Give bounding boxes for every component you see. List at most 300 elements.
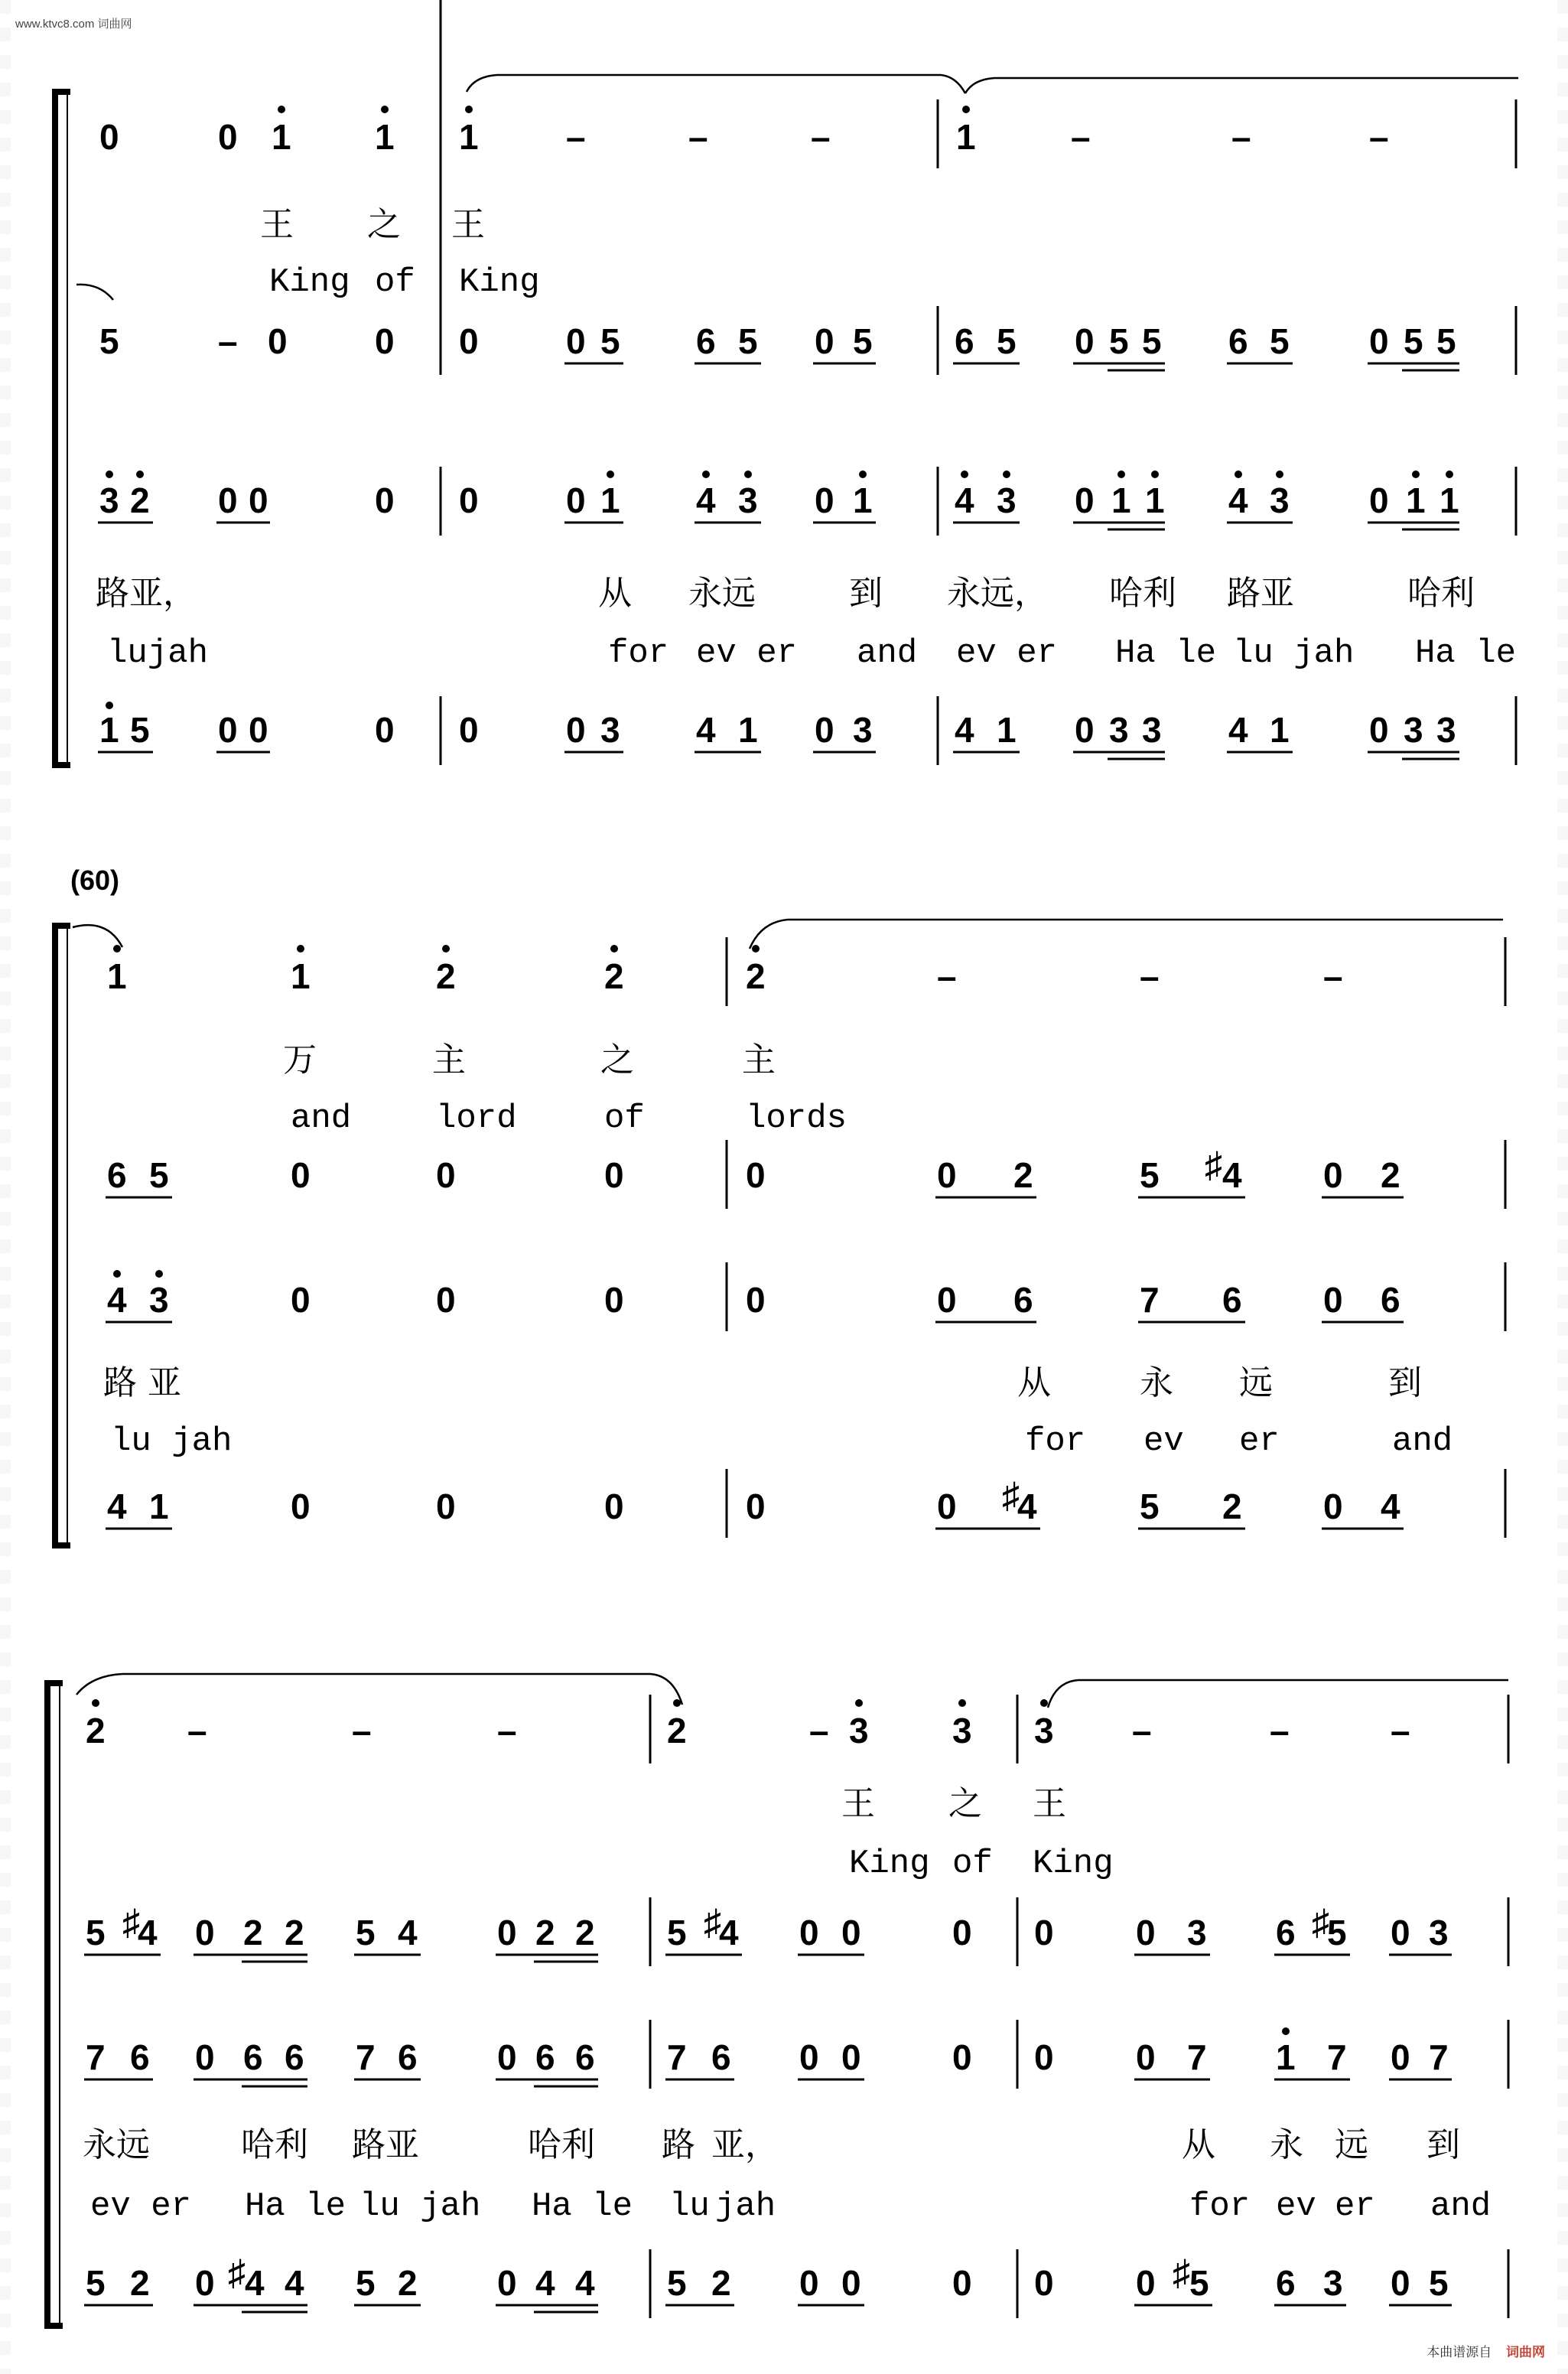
svg-text:5: 5 — [86, 2263, 106, 2303]
soprano-line — [107, 956, 1343, 996]
sharp-sign: ♯ — [1002, 1475, 1020, 1515]
svg-text:♯: ♯ — [704, 1902, 721, 1942]
svg-text:0: 0 — [459, 480, 479, 520]
svg-text:1: 1 — [1406, 480, 1426, 520]
svg-text:2: 2 — [575, 1913, 595, 1952]
svg-text:4: 4 — [575, 2263, 595, 2303]
lyric-en: King — [459, 263, 540, 301]
svg-text:0: 0 — [566, 321, 586, 361]
svg-text:0: 0 — [195, 2263, 215, 2303]
svg-text:0: 0 — [1323, 1280, 1343, 1320]
lyric-en: ev er — [90, 2187, 192, 2226]
lyric-cn: 从 — [1182, 2125, 1215, 2164]
bass-line — [86, 2263, 1449, 2303]
lyric-cn: 到 — [1426, 2125, 1460, 2164]
svg-text:5: 5 — [997, 321, 1017, 361]
svg-text:1: 1 — [1276, 2037, 1296, 2077]
svg-text:6: 6 — [955, 321, 974, 361]
svg-text:6: 6 — [1228, 321, 1248, 361]
barlines — [650, 1695, 1508, 2318]
svg-text:0: 0 — [799, 2263, 819, 2303]
tenor-line — [99, 480, 1459, 520]
tie — [76, 1674, 682, 1705]
svg-text:4: 4 — [719, 1913, 739, 1952]
source-label: 本曲谱源自 — [1426, 2345, 1492, 2359]
lyric-en: Ha le — [532, 2187, 633, 2226]
svg-text:0: 0 — [1034, 2263, 1054, 2303]
lyric-en: and — [857, 634, 918, 672]
measure-number: (60) — [70, 865, 120, 896]
soprano-line — [86, 1711, 1410, 1750]
svg-text:4: 4 — [1381, 1487, 1400, 1526]
lyric-cn: 远 — [1239, 1363, 1273, 1402]
svg-text:0: 0 — [799, 1913, 819, 1952]
lyric-cn: 主 — [432, 1040, 466, 1080]
svg-text:0: 0 — [497, 1913, 517, 1952]
lyric-cn: 哈利 — [528, 2125, 595, 2164]
lyric-en: for — [1025, 1422, 1086, 1461]
svg-text:1: 1 — [1270, 710, 1290, 750]
svg-text:6: 6 — [696, 321, 716, 361]
svg-text:5: 5 — [356, 1913, 376, 1952]
svg-text:♯: ♯ — [1173, 2252, 1190, 2292]
svg-text:3: 3 — [1404, 710, 1423, 750]
svg-text:1: 1 — [272, 117, 291, 157]
svg-text:–: – — [1391, 1711, 1410, 1750]
svg-text:0: 0 — [799, 2037, 819, 2077]
lyric-en: King — [1033, 1845, 1114, 1883]
svg-text:4: 4 — [1017, 1487, 1037, 1526]
system-2 — [55, 920, 1505, 1545]
lyric-en: ev er — [696, 634, 798, 672]
octave-dots — [92, 1699, 1048, 1707]
svg-text:0: 0 — [459, 321, 479, 361]
underlines — [84, 2079, 1452, 2086]
svg-text:6: 6 — [285, 2037, 304, 2077]
svg-text:4: 4 — [398, 1913, 418, 1952]
underlines — [84, 1955, 1452, 1962]
svg-text:5: 5 — [667, 2263, 687, 2303]
svg-text:0: 0 — [291, 1280, 311, 1320]
svg-text:1: 1 — [291, 956, 311, 996]
svg-text:4: 4 — [955, 480, 974, 520]
svg-text:3: 3 — [1323, 2263, 1343, 2303]
svg-text:–: – — [688, 117, 708, 157]
svg-text:5: 5 — [667, 1913, 687, 1952]
svg-text:–: – — [1132, 1711, 1152, 1750]
svg-text:7: 7 — [1187, 2037, 1207, 2077]
svg-text:2: 2 — [711, 2263, 731, 2303]
svg-text:4: 4 — [1222, 1155, 1242, 1195]
svg-text:0: 0 — [1136, 2037, 1156, 2077]
lyric-cn: 之 — [948, 1784, 982, 1823]
svg-text:0: 0 — [952, 1913, 972, 1952]
lyric-cn: 到 — [1388, 1363, 1422, 1402]
svg-text:0: 0 — [1075, 321, 1095, 361]
svg-text:6: 6 — [1276, 2263, 1296, 2303]
svg-text:0: 0 — [746, 1280, 766, 1320]
svg-text:5: 5 — [356, 2263, 376, 2303]
lyric-en: lord — [436, 1099, 517, 1138]
underlines — [98, 523, 1459, 529]
svg-text:3: 3 — [149, 1280, 169, 1320]
lyric-en: lu jah — [359, 2187, 481, 2226]
lyric-cn: 远 — [1335, 2125, 1368, 2164]
svg-text:2: 2 — [398, 2263, 418, 2303]
octave-dots — [278, 106, 970, 113]
svg-text:0: 0 — [952, 2263, 972, 2303]
lyric-cn: 从 — [1017, 1363, 1051, 1402]
svg-text:0: 0 — [604, 1487, 624, 1526]
svg-text:0: 0 — [249, 710, 268, 750]
svg-text:7: 7 — [667, 2037, 687, 2077]
svg-text:0: 0 — [497, 2263, 517, 2303]
svg-text:–: – — [809, 1711, 829, 1750]
svg-text:2: 2 — [285, 1913, 304, 1952]
svg-text:0: 0 — [1369, 710, 1389, 750]
svg-text:0: 0 — [1323, 1487, 1343, 1526]
lyric-en: ev — [1276, 2187, 1316, 2226]
tenor-line — [86, 2037, 1449, 2077]
svg-text:–: – — [352, 1711, 372, 1750]
underlines — [564, 363, 1459, 370]
tenor-line — [107, 1280, 1400, 1320]
svg-text:0: 0 — [291, 1487, 311, 1526]
svg-text:0: 0 — [566, 480, 586, 520]
svg-text:5: 5 — [1189, 2263, 1209, 2303]
svg-text:5: 5 — [1404, 321, 1423, 361]
svg-text:3: 3 — [600, 710, 620, 750]
svg-text:2: 2 — [243, 1913, 263, 1952]
svg-text:0: 0 — [99, 117, 119, 157]
system-3 — [47, 1674, 1508, 2326]
svg-text:6: 6 — [1013, 1280, 1033, 1320]
svg-text:0: 0 — [841, 1913, 861, 1952]
lyric-en: lu jah — [111, 1422, 233, 1461]
svg-text:5: 5 — [1429, 2263, 1449, 2303]
lyric-en: lujah — [107, 634, 209, 672]
octave-dots — [113, 945, 760, 953]
svg-text:5: 5 — [1327, 1913, 1347, 1952]
svg-text:4: 4 — [138, 1913, 158, 1952]
svg-text:0: 0 — [1075, 710, 1095, 750]
svg-text:1: 1 — [997, 710, 1017, 750]
lyric-cn: 路亚 — [1227, 574, 1294, 613]
svg-text:6: 6 — [107, 1155, 127, 1195]
svg-text:1: 1 — [459, 117, 479, 157]
lyric-en: er — [1335, 2187, 1375, 2226]
tie — [73, 925, 122, 947]
svg-text:4: 4 — [955, 710, 974, 750]
svg-text:0: 0 — [1136, 1913, 1156, 1952]
lyric-cn: 路 — [662, 2125, 695, 2164]
svg-text:6: 6 — [243, 2037, 263, 2077]
svg-text:3: 3 — [1436, 710, 1456, 750]
lyric-en: Ha le — [1115, 634, 1217, 672]
svg-text:3: 3 — [1142, 710, 1162, 750]
tie — [467, 75, 965, 93]
svg-text:2: 2 — [1381, 1155, 1400, 1195]
lyric-cn: 王 — [260, 205, 294, 244]
underlines — [98, 752, 1459, 759]
svg-text:0: 0 — [1369, 480, 1389, 520]
svg-text:0: 0 — [566, 710, 586, 750]
barlines — [441, 306, 1516, 765]
lyric-cn: 永远 — [688, 574, 756, 613]
barlines — [727, 937, 1505, 1538]
svg-text:7: 7 — [1327, 2037, 1347, 2077]
svg-text:–: – — [1140, 956, 1160, 996]
svg-text:0: 0 — [497, 2037, 517, 2077]
svg-text:7: 7 — [1140, 1280, 1160, 1320]
lyric-cn: 到 — [849, 574, 883, 613]
svg-text:3: 3 — [997, 480, 1017, 520]
svg-text:6: 6 — [130, 2037, 150, 2077]
svg-text:5: 5 — [738, 321, 758, 361]
lyric-en: and — [1392, 1422, 1453, 1461]
lyric-cn: 路亚， — [96, 574, 197, 613]
svg-text:4: 4 — [1228, 480, 1248, 520]
bass-line — [107, 1487, 1400, 1526]
svg-text:0: 0 — [841, 2263, 861, 2303]
site-url-watermark: www.ktvc8.com 词曲网 — [15, 18, 132, 31]
svg-text:1: 1 — [853, 480, 873, 520]
svg-text:3: 3 — [1270, 480, 1290, 520]
svg-text:2: 2 — [604, 956, 624, 996]
tie — [965, 78, 1518, 93]
svg-text:0: 0 — [1391, 2263, 1410, 2303]
svg-text:0: 0 — [195, 2037, 215, 2077]
svg-text:2: 2 — [535, 1913, 555, 1952]
svg-text:0: 0 — [604, 1155, 624, 1195]
svg-text:0: 0 — [815, 710, 834, 750]
lyric-cn: 亚， — [711, 2125, 779, 2164]
svg-text:2: 2 — [130, 2263, 150, 2303]
lyric-cn: 王 — [1033, 1784, 1066, 1823]
svg-text:4: 4 — [696, 710, 716, 750]
svg-text:–: – — [811, 117, 831, 157]
svg-text:0: 0 — [1034, 2037, 1054, 2077]
svg-text:4: 4 — [535, 2263, 555, 2303]
svg-text:2: 2 — [667, 1711, 687, 1750]
sharp-sign: ♯ — [1205, 1145, 1222, 1184]
svg-text:7: 7 — [356, 2037, 376, 2077]
svg-text:3: 3 — [853, 710, 873, 750]
svg-text:5: 5 — [130, 710, 150, 750]
lyric-en: ev — [1143, 1422, 1184, 1461]
svg-text:5: 5 — [1140, 1487, 1160, 1526]
svg-text:0: 0 — [1136, 2263, 1156, 2303]
svg-text:7: 7 — [86, 2037, 106, 2077]
svg-text:♯: ♯ — [1312, 1902, 1329, 1942]
svg-text:–: – — [1231, 117, 1251, 157]
svg-text:1: 1 — [375, 117, 395, 157]
lyric-en: of — [375, 263, 415, 301]
svg-text:2: 2 — [746, 956, 766, 996]
svg-text:0: 0 — [436, 1487, 456, 1526]
svg-text:0: 0 — [218, 480, 238, 520]
svg-text:0: 0 — [952, 2037, 972, 2077]
svg-text:4: 4 — [107, 1487, 127, 1526]
tie — [750, 920, 1503, 949]
svg-text:0: 0 — [195, 1913, 215, 1952]
svg-text:3: 3 — [1429, 1913, 1449, 1952]
lyric-en: Ha le — [245, 2187, 346, 2226]
lyric-cn: 哈利 — [241, 2125, 308, 2164]
svg-text:0: 0 — [937, 1487, 957, 1526]
bass-line — [99, 710, 1456, 750]
lyric-en: of — [952, 1845, 993, 1883]
lyric-en: er — [1239, 1422, 1280, 1461]
svg-text:0: 0 — [1034, 1913, 1054, 1952]
svg-text:6: 6 — [1381, 1280, 1400, 1320]
site-logo: 词曲网 — [1506, 2345, 1545, 2359]
lyric-cn: 万 — [283, 1040, 317, 1080]
svg-text:3: 3 — [952, 1711, 972, 1750]
lyric-en: for — [608, 634, 669, 672]
svg-text:0: 0 — [1075, 480, 1095, 520]
svg-text:0: 0 — [375, 710, 395, 750]
lyric-en: lu — [669, 2187, 710, 2226]
svg-text:2: 2 — [130, 480, 150, 520]
svg-text:0: 0 — [604, 1280, 624, 1320]
svg-text:1: 1 — [1111, 480, 1131, 520]
svg-text:1: 1 — [1145, 480, 1165, 520]
svg-text:5: 5 — [1436, 321, 1456, 361]
svg-text:5: 5 — [600, 321, 620, 361]
svg-text:0: 0 — [218, 710, 238, 750]
lyric-cn: 王 — [451, 205, 485, 244]
svg-text:0: 0 — [291, 1155, 311, 1195]
svg-text:0: 0 — [815, 480, 834, 520]
svg-text:1: 1 — [99, 710, 119, 750]
svg-text:0: 0 — [1323, 1155, 1343, 1195]
lyric-en: King — [269, 263, 350, 301]
svg-text:7: 7 — [1429, 2037, 1449, 2077]
svg-text:–: – — [1323, 956, 1343, 996]
svg-text:0: 0 — [841, 2037, 861, 2077]
svg-text:0: 0 — [268, 321, 288, 361]
svg-text:3: 3 — [849, 1711, 869, 1750]
svg-text:5: 5 — [1270, 321, 1290, 361]
svg-text:5: 5 — [1142, 321, 1162, 361]
svg-text:5: 5 — [1109, 321, 1129, 361]
svg-text:0: 0 — [746, 1487, 766, 1526]
underlines — [84, 2305, 1452, 2312]
svg-text:4: 4 — [245, 2263, 265, 2303]
svg-text:4: 4 — [1228, 710, 1248, 750]
lyric-en: of — [604, 1099, 645, 1138]
svg-text:–: – — [937, 956, 957, 996]
svg-text:6: 6 — [1222, 1280, 1242, 1320]
lyric-cn: 永远， — [947, 574, 1048, 613]
alto-line — [86, 1913, 1449, 1952]
svg-text:0: 0 — [218, 117, 238, 157]
lyric-en: Ha le — [1415, 634, 1517, 672]
svg-text:1: 1 — [107, 956, 127, 996]
tie — [1048, 1680, 1508, 1708]
svg-text:1: 1 — [149, 1487, 169, 1526]
octave-dots — [106, 471, 1453, 478]
soprano-line — [99, 117, 1389, 157]
octave-dots — [113, 1270, 163, 1278]
lyric-cn: 哈利 — [1407, 574, 1475, 613]
svg-text:3: 3 — [1187, 1913, 1207, 1952]
lyric-en: lu jah — [1233, 634, 1355, 672]
svg-text:3: 3 — [1109, 710, 1129, 750]
lyric-cn: 王 — [841, 1784, 875, 1823]
svg-text:0: 0 — [937, 1280, 957, 1320]
svg-text:1: 1 — [956, 117, 976, 157]
lyric-cn: 永 — [1270, 2125, 1303, 2164]
lyric-cn: 路 亚 — [103, 1363, 181, 1402]
svg-text:5: 5 — [1140, 1155, 1160, 1195]
svg-text:0: 0 — [1391, 1913, 1410, 1952]
alto-line — [99, 321, 1456, 361]
svg-text:–: – — [1270, 1711, 1290, 1750]
svg-text:0: 0 — [375, 321, 395, 361]
lyric-cn: 哈利 — [1109, 574, 1176, 613]
svg-text:–: – — [497, 1711, 517, 1750]
tie — [76, 285, 113, 300]
svg-text:–: – — [1071, 117, 1091, 157]
svg-text:4: 4 — [696, 480, 716, 520]
svg-text:0: 0 — [375, 480, 395, 520]
svg-text:5: 5 — [149, 1155, 169, 1195]
lyric-en: and — [291, 1099, 352, 1138]
svg-text:–: – — [566, 117, 586, 157]
svg-text:1: 1 — [600, 480, 620, 520]
lyric-en: lords — [746, 1099, 847, 1138]
svg-text:6: 6 — [575, 2037, 595, 2077]
svg-text:6: 6 — [535, 2037, 555, 2077]
svg-text:1: 1 — [738, 710, 758, 750]
svg-text:–: – — [187, 1711, 207, 1750]
svg-text:4: 4 — [285, 2263, 304, 2303]
svg-text:3: 3 — [1034, 1711, 1054, 1750]
svg-text:♯: ♯ — [122, 1902, 140, 1942]
svg-text:2: 2 — [436, 956, 456, 996]
svg-text:–: – — [1369, 117, 1389, 157]
svg-text:0: 0 — [249, 480, 268, 520]
svg-text:0: 0 — [937, 1155, 957, 1195]
svg-text:3: 3 — [99, 480, 119, 520]
lyric-en: and — [1430, 2187, 1492, 2226]
lyric-cn: 主 — [742, 1040, 776, 1080]
system-1 — [55, 0, 1518, 765]
svg-text:0: 0 — [815, 321, 834, 361]
svg-text:0: 0 — [1391, 2037, 1410, 2077]
svg-text:6: 6 — [1276, 1913, 1296, 1952]
lyric-en: for — [1189, 2187, 1251, 2226]
svg-text:5: 5 — [99, 321, 119, 361]
svg-text:0: 0 — [1369, 321, 1389, 361]
svg-text:6: 6 — [711, 2037, 731, 2077]
lyric-cn: 之 — [600, 1040, 634, 1080]
svg-text:–: – — [218, 321, 238, 361]
svg-text:0: 0 — [436, 1280, 456, 1320]
lyric-cn: 路亚 — [352, 2125, 419, 2164]
svg-text:2: 2 — [86, 1711, 106, 1750]
svg-text:2: 2 — [1013, 1155, 1033, 1195]
svg-text:0: 0 — [459, 710, 479, 750]
svg-text:4: 4 — [107, 1280, 127, 1320]
lyric-cn: 之 — [367, 205, 401, 244]
lyric-en: ev er — [956, 634, 1058, 672]
lyric-en: King — [849, 1845, 930, 1883]
svg-text:5: 5 — [853, 321, 873, 361]
svg-text:3: 3 — [738, 480, 758, 520]
